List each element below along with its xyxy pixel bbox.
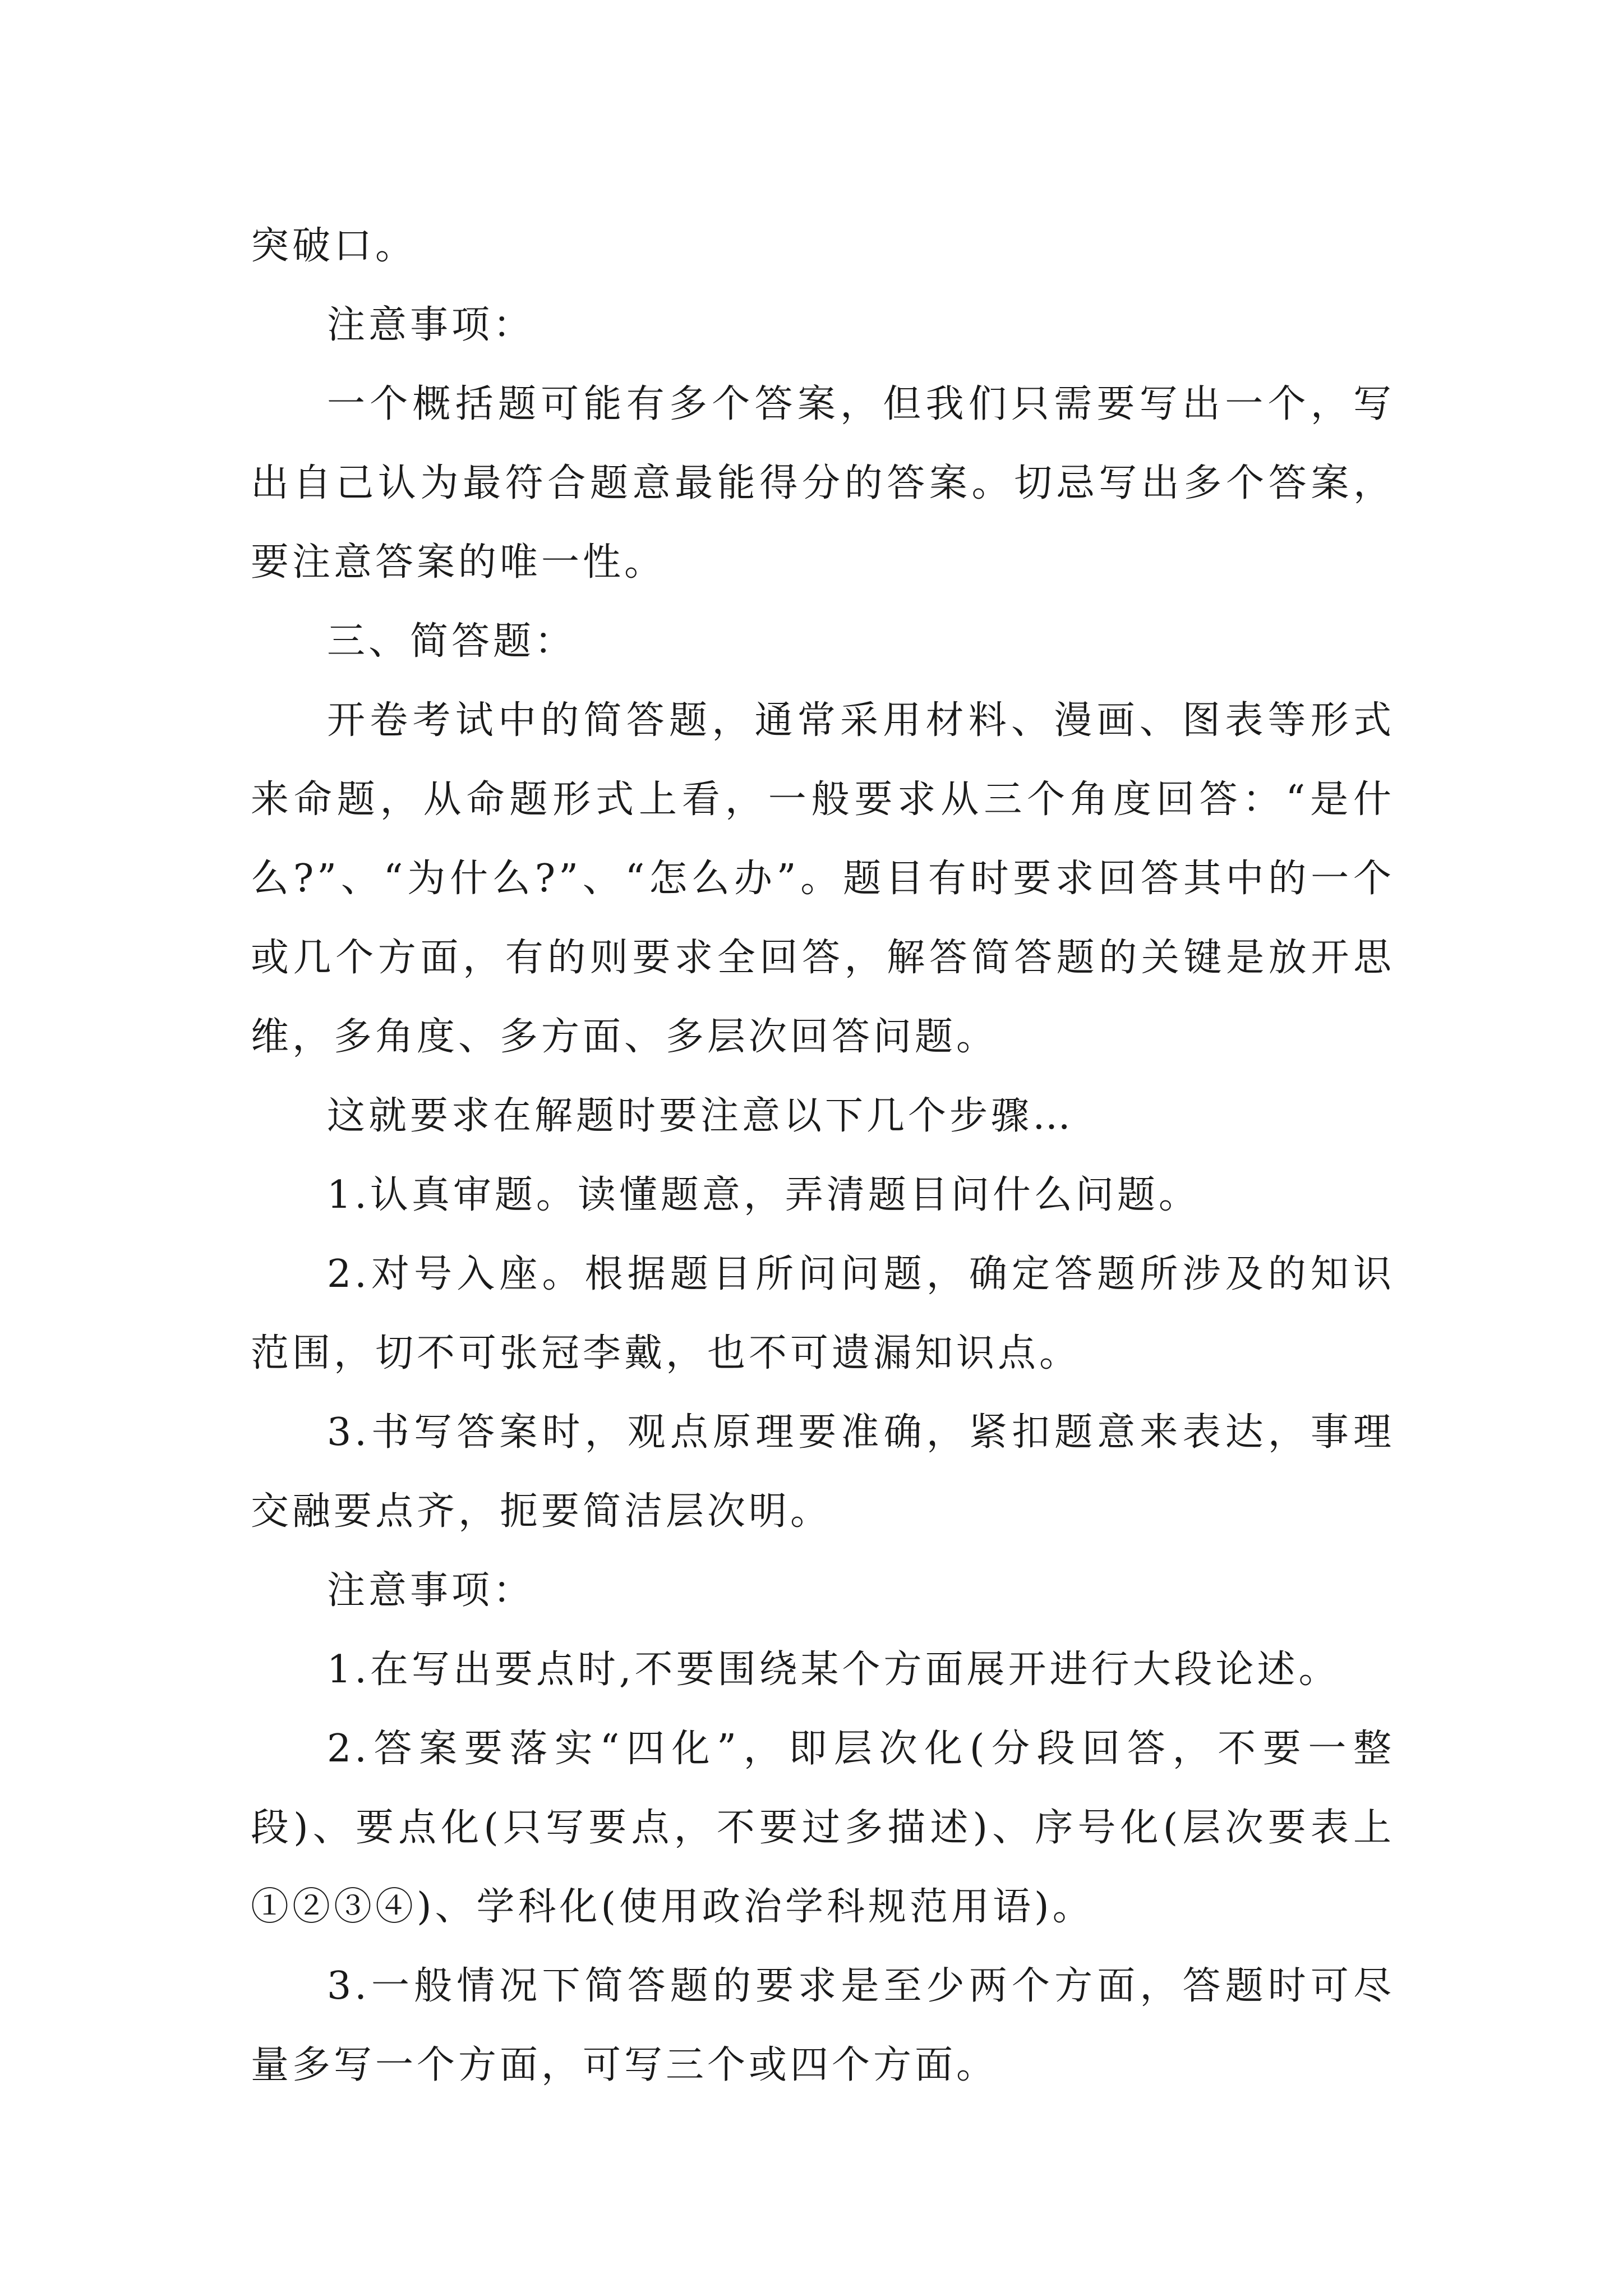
list-item-step-1: 1.认真审题。读懂题意，弄清题目问什么问题。: [327, 1173, 1200, 1217]
list-item-note-1: 1.在写出要点时,不要围绕某个方面展开进行大段论述。: [327, 1648, 1340, 1692]
paragraph-notes-heading: 注意事项：: [327, 303, 535, 347]
paragraph-continuation: 突破口。: [251, 224, 417, 268]
list-item-note-3: 3.一般情况下简答题的要求是至少两个方面，答题时可尽量多写一个方面，可写三个或四个方面。: [251, 1964, 1395, 2087]
list-item-step-2: 2.对号入座。根据题目所问问题，确定答题所涉及的知识范围，切不可张冠李戴，也不可遗漏知识点。: [251, 1252, 1395, 1375]
document-body: [251, 206, 1395, 2105]
paragraph-notes-heading-2: 注意事项：: [327, 1568, 535, 1613]
paragraph-summary-note: 一个概括题可能有多个答案，但我们只需要写出一个，写出自己认为最符合题意最能得分的答案。切忌写出多个答案，要注意答案的唯一性。: [251, 382, 1395, 585]
section-heading-short-answer: 三、简答题：: [327, 619, 577, 664]
paragraph-short-answer-intro: 开卷考试中的简答题，通常采用材料、漫画、图表等形式来命题，从命题形式上看，一般要求从三个角度回答：“是什么?”、“为什么?”、“怎么办”。题目有时要求回答其中的一个或几个方面，有的则要求全回答，解答简答题的关键是放开思维，多角度、多方面、多层次回答问题。: [251, 698, 1395, 1059]
list-item-note-2: 2.答案要落实“四化”，即层次化(分段回答，不要一整段)、要点化(只写要点，不要过多描述)、序号化(层次要表上①②③④)、学科化(使用政治学科规范用语)。: [251, 1727, 1395, 1929]
paragraph-steps-intro: 这就要求在解题时要注意以下几个步骤…: [327, 1094, 1075, 1138]
list-item-step-3: 3.书写答案时，观点原理要准确，紧扣题意来表达，事理交融要点齐，扼要简洁层次明。: [251, 1410, 1395, 1534]
